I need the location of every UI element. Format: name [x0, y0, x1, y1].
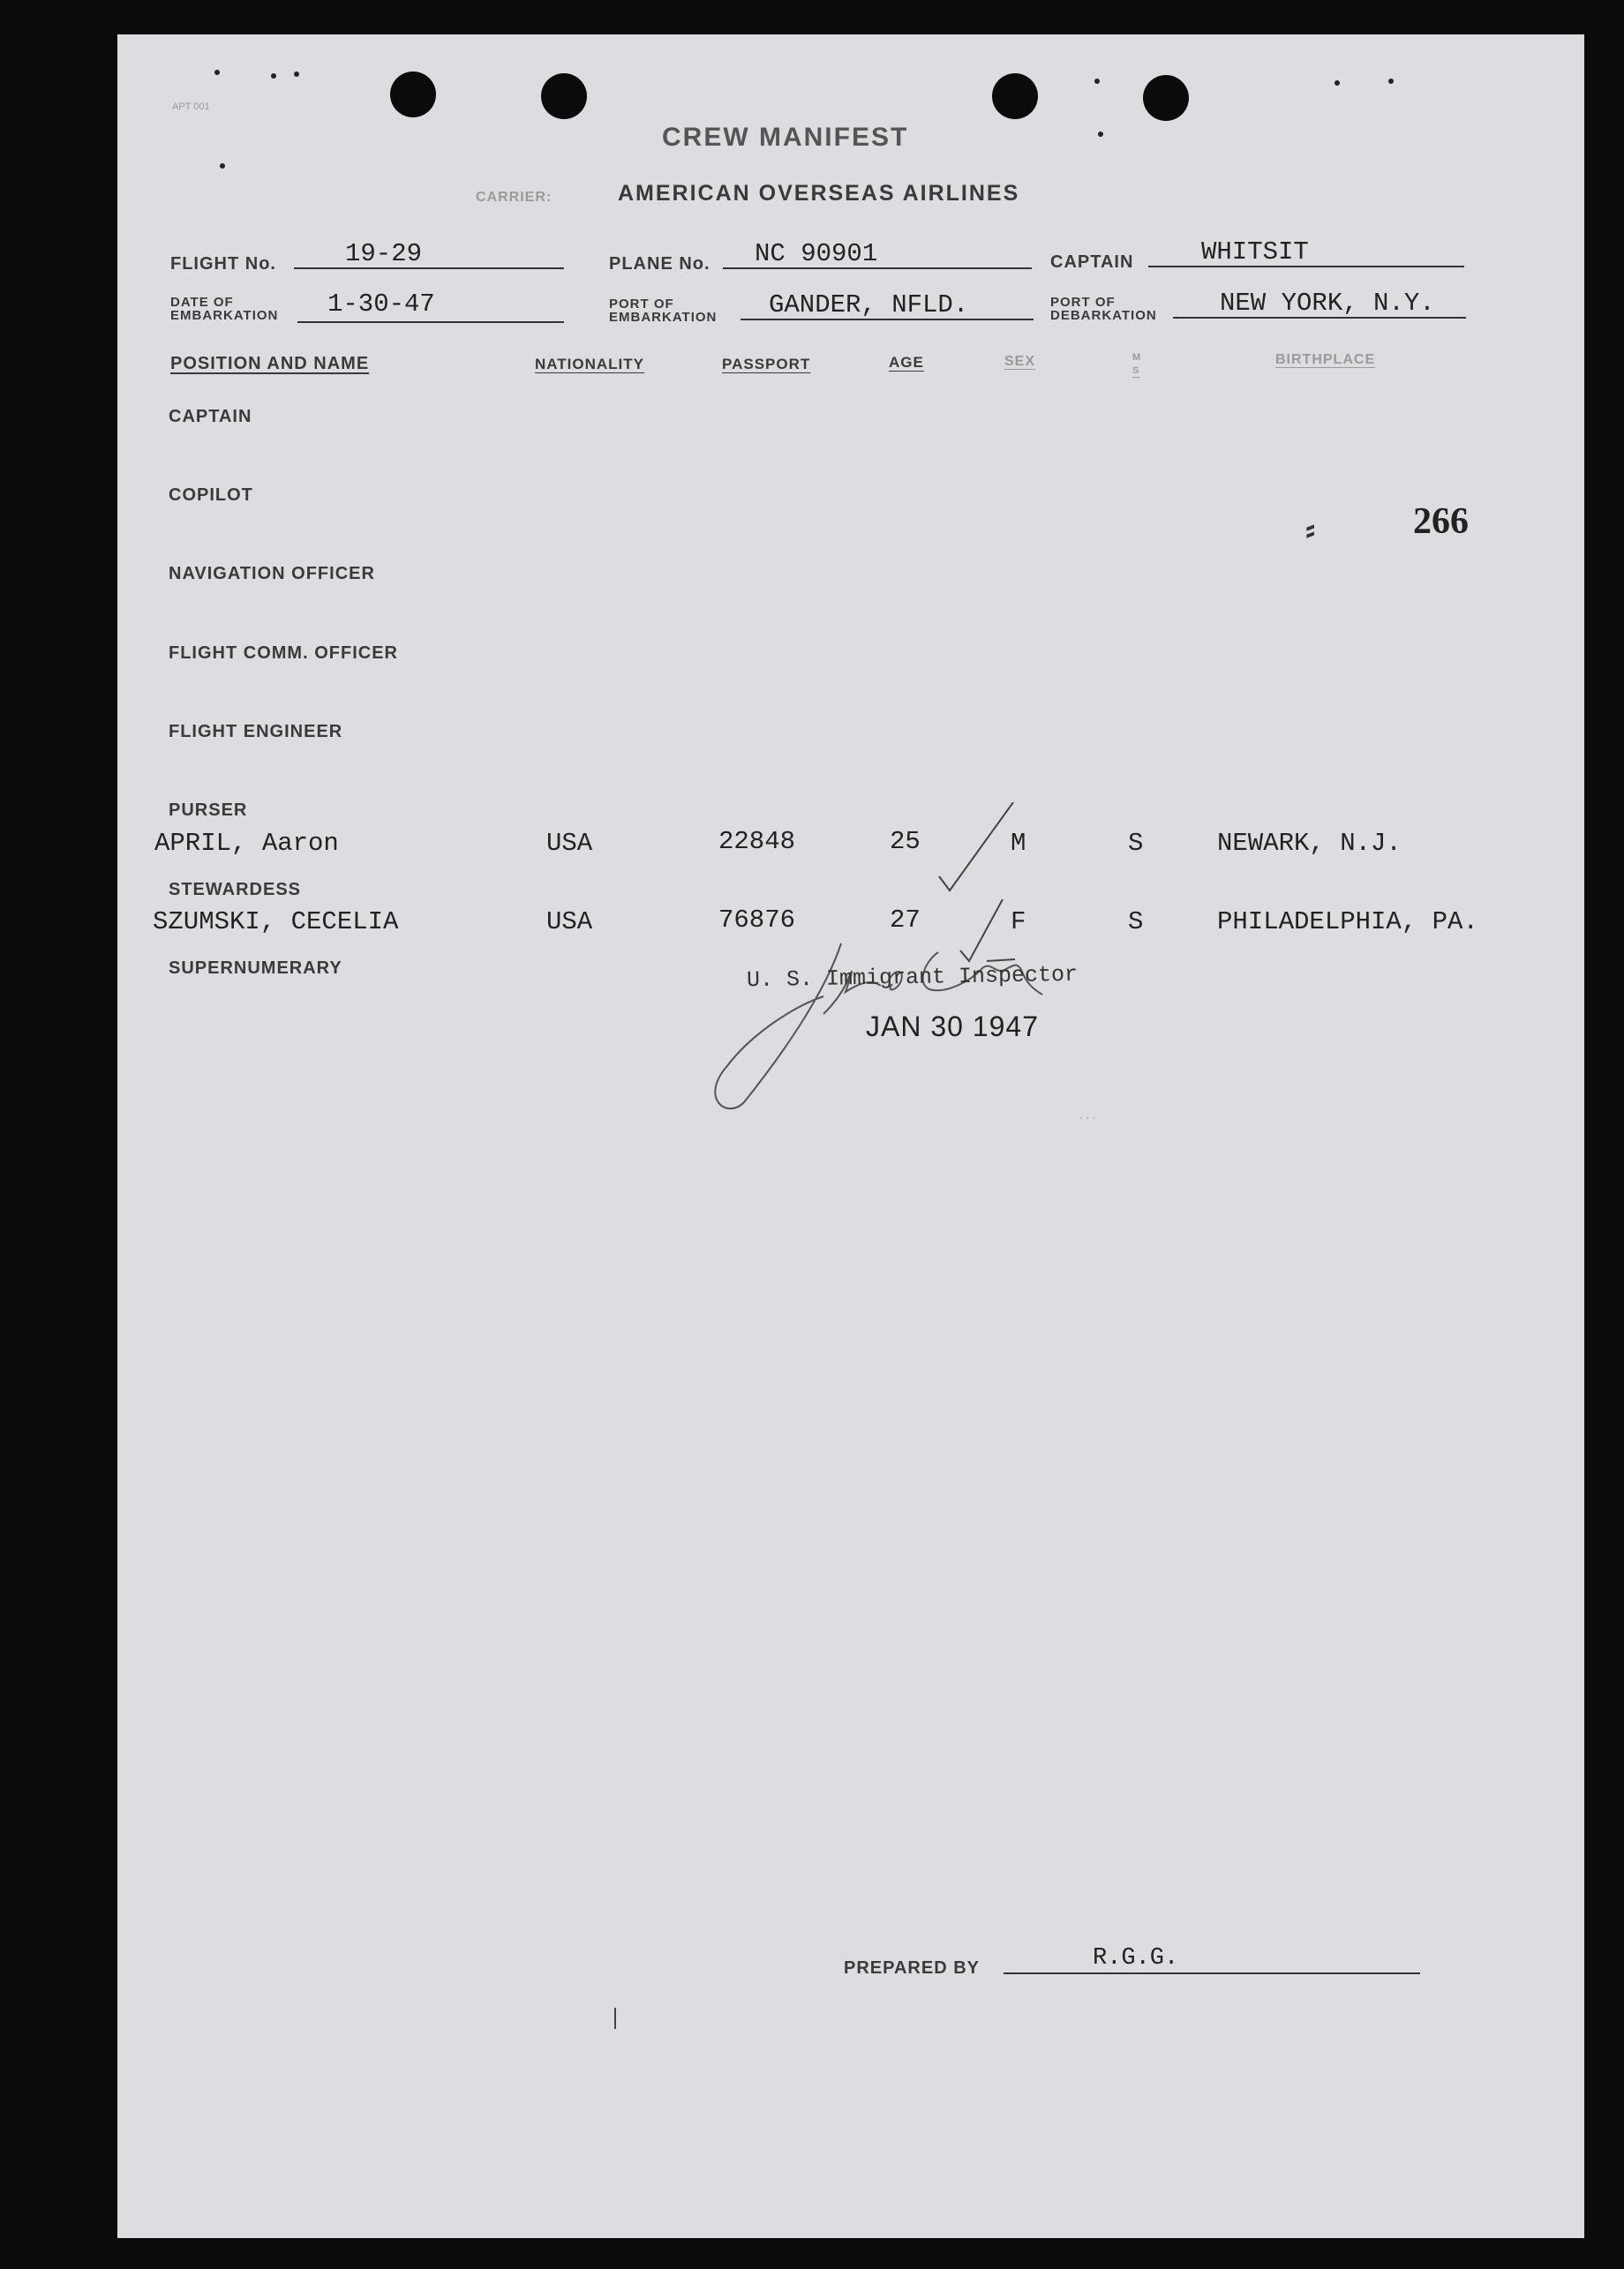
crew-birthplace: PHILADELPHIA, PA.	[1217, 907, 1478, 936]
carrier-label: CARRIER:	[476, 190, 553, 205]
crew-passport: 76876	[718, 905, 796, 935]
position-purser: PURSER	[169, 800, 248, 820]
flight-label: FLIGHT No.	[170, 254, 276, 274]
carrier-name: AMERICAN OVERSEAS AIRLINES	[618, 181, 1020, 206]
crew-name: APRIL, Aaron	[154, 829, 339, 858]
punch-hole-4	[1143, 75, 1189, 121]
date-line	[297, 321, 564, 323]
speck	[1335, 80, 1340, 86]
port-emb-label-2: EMBARKATION	[609, 310, 718, 325]
speck	[220, 163, 225, 169]
col-sex: SEX	[1004, 354, 1036, 369]
plane-value: NC 90901	[755, 239, 878, 268]
flight-line	[294, 267, 564, 269]
speck	[1094, 79, 1100, 84]
flight-value: 19-29	[345, 239, 423, 268]
crew-sex: M	[1011, 829, 1026, 858]
crew-nationality: USA	[546, 829, 593, 858]
port-emb-label-1: PORT OF	[609, 297, 674, 312]
crew-nationality: USA	[546, 907, 593, 936]
crew-sex: F	[1011, 907, 1026, 936]
date-label-2: EMBARKATION	[170, 308, 279, 323]
position-supernumerary: SUPERNUMERARY	[169, 958, 342, 978]
position-engineer: FLIGHT ENGINEER	[169, 722, 343, 741]
position-navigation: NAVIGATION OFFICER	[169, 564, 375, 583]
crew-age: 25	[890, 827, 921, 856]
check-mark-1	[939, 802, 1013, 890]
page-number: 266	[1413, 501, 1469, 542]
position-copilot: COPILOT	[169, 485, 253, 505]
punch-hole-3	[992, 73, 1038, 119]
stray-mark: · · ·	[1079, 1111, 1096, 1123]
port-deb-value: NEW YORK, N.Y.	[1220, 289, 1435, 318]
crew-birthplace: NEWARK, N.J.	[1217, 829, 1402, 858]
col-birthplace: BIRTHPLACE	[1275, 352, 1376, 367]
manifest-page	[117, 34, 1584, 2238]
port-deb-label-2: DEBARKATION	[1050, 308, 1157, 323]
crew-age: 27	[890, 905, 921, 935]
prepared-value: R.G.G.	[1093, 1945, 1179, 1972]
captain-label: CAPTAIN	[1050, 252, 1134, 272]
speck	[271, 73, 276, 79]
punch-hole-2	[541, 73, 587, 119]
col-passport: PASSPORT	[722, 356, 811, 372]
captain-value: WHITSIT	[1201, 237, 1309, 267]
position-comm: FLIGHT COMM. OFFICER	[169, 643, 398, 663]
port-deb-label-1: PORT OF	[1050, 295, 1116, 310]
crew-name: SZUMSKI, CECELIA	[153, 907, 399, 936]
speck	[1098, 131, 1103, 137]
date-label-1: DATE OF	[170, 295, 234, 310]
crew-marital: S	[1128, 907, 1144, 936]
col-ms-2: S	[1132, 365, 1140, 376]
speck	[214, 70, 220, 75]
punch-hole-1	[390, 71, 436, 117]
stamp-date: JAN 30 1947	[866, 1011, 1040, 1042]
position-stewardess: STEWARDESS	[169, 880, 302, 899]
prepared-line	[1004, 1972, 1420, 1974]
stray-mark	[614, 2008, 616, 2029]
crew-marital: S	[1128, 829, 1144, 858]
crew-passport: 22848	[718, 827, 796, 856]
position-captain: CAPTAIN	[169, 407, 252, 426]
col-age: AGE	[889, 354, 924, 371]
form-number: APT 001	[172, 101, 210, 112]
col-position: POSITION AND NAME	[170, 354, 370, 373]
page-title: CREW MANIFEST	[662, 123, 909, 152]
stamp-title: U. S. Immigrant Inspector	[746, 961, 1079, 994]
col-ms-1: M	[1132, 352, 1142, 363]
col-nationality: NATIONALITY	[535, 356, 645, 372]
port-emb-value: GANDER, NFLD.	[769, 290, 969, 319]
speck	[1388, 79, 1394, 84]
date-value: 1-30-47	[327, 289, 435, 319]
prepared-label: PREPARED BY	[844, 1958, 980, 1978]
page-mark: ⸗	[1305, 513, 1316, 546]
plane-label: PLANE No.	[609, 254, 710, 274]
speck	[294, 71, 299, 77]
